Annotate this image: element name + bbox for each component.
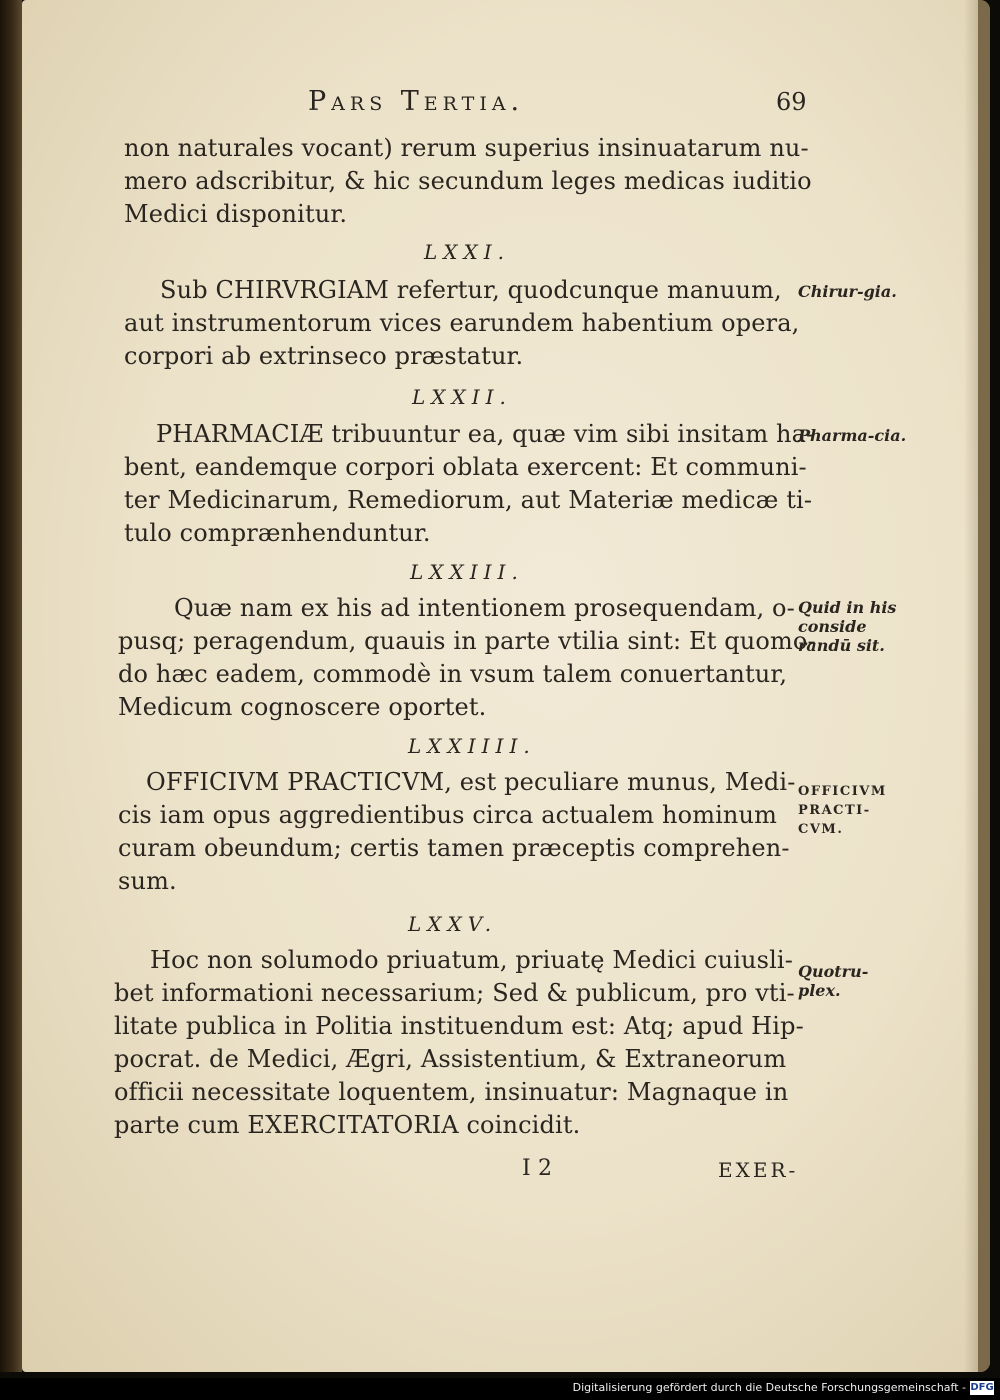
- text-line: sum.: [118, 867, 177, 895]
- text-line: cis iam opus aggredientibus circa actualem hominum: [118, 801, 778, 829]
- text-line: do hæc eadem, commodè in vsum talem conuertantur,: [118, 660, 788, 688]
- text-line: mero adscribitur, & hic secundum leges medicas iuditio: [124, 167, 812, 195]
- margin-note: Quotru-plex.: [798, 962, 869, 1000]
- text-line: officii necessitate loquentem, insinuatur: Magnaque in: [114, 1078, 789, 1106]
- margin-note: Chirur-gia.: [798, 282, 897, 301]
- text-line: ter Medicinarum, Remediorum, aut Materiæ medicæ ti-: [124, 486, 813, 514]
- section-number: LXXV.: [408, 912, 498, 936]
- text-line: bent, eandemque corpori oblata exercent: Et communi-: [124, 453, 807, 481]
- section-number: LXXIIII.: [408, 734, 536, 758]
- book-binding-edge: [0, 0, 22, 1372]
- text-line: Sub CHIRVRGIAM refertur, quodcunque manuum,: [160, 276, 782, 304]
- text-line: Hoc non solumodo priuatum, priuatę Medici cuiusli-: [150, 946, 794, 974]
- text-line: curam obeundum; certis tamen præceptis comprehen-: [118, 834, 790, 862]
- section-number: LXXIII.: [410, 560, 524, 584]
- dfg-logo: DFG: [970, 1382, 994, 1393]
- section-number: LXXI.: [424, 240, 511, 264]
- margin-note: Pharma-cia.: [798, 426, 907, 445]
- margin-note: Quid in his conside randū sit.: [798, 598, 897, 655]
- running-header: Pars Tertia.: [308, 86, 525, 117]
- text-line: pocrat. de Medici, Ægri, Assistentium, & Extraneorum: [114, 1045, 787, 1073]
- text-line: Medicum cognoscere oportet.: [118, 693, 487, 721]
- catchword: EXER-: [718, 1158, 799, 1182]
- text-line: pusq; peragendum, quauis in parte vtilia sint: Et quomo-: [118, 627, 816, 655]
- text-line: tulo comprænhenduntur.: [124, 519, 431, 547]
- text-line: Quæ nam ex his ad intentionem prosequendam, o-: [174, 594, 795, 622]
- text-line: corpori ab extrinseco præstatur.: [124, 342, 524, 370]
- margin-note: OFFICIVM PRACTI-CVM.: [798, 784, 887, 837]
- page-edge: [978, 0, 990, 1372]
- text-line: OFFICIVM PRACTICVM, est peculiare munus, Medi-: [146, 768, 796, 796]
- signature-mark: I 2: [522, 1156, 553, 1181]
- text-line: litate publica in Politia instituendum est: Atq; apud Hip-: [114, 1012, 804, 1040]
- page-number: 69: [776, 88, 807, 116]
- section-number: LXXII.: [412, 385, 512, 409]
- banner-text: Digitalisierung gefördert durch die Deutsche Forschungsgemeinschaft -: [572, 1381, 966, 1394]
- text-line: Medici disponitur.: [124, 200, 348, 228]
- text-line: aut instrumentorum vices earundem habentium opera,: [124, 309, 800, 337]
- text-line: PHARMACIÆ tribuuntur ea, quæ vim sibi insitam ha-: [156, 420, 815, 448]
- text-line: bet informationi necessarium; Sed & publicum, pro vti-: [114, 979, 795, 1007]
- text-line: non naturales vocant) rerum superius insinuatarum nu-: [124, 134, 809, 162]
- text-line: parte cum EXERCITATORIA coincidit.: [114, 1111, 581, 1139]
